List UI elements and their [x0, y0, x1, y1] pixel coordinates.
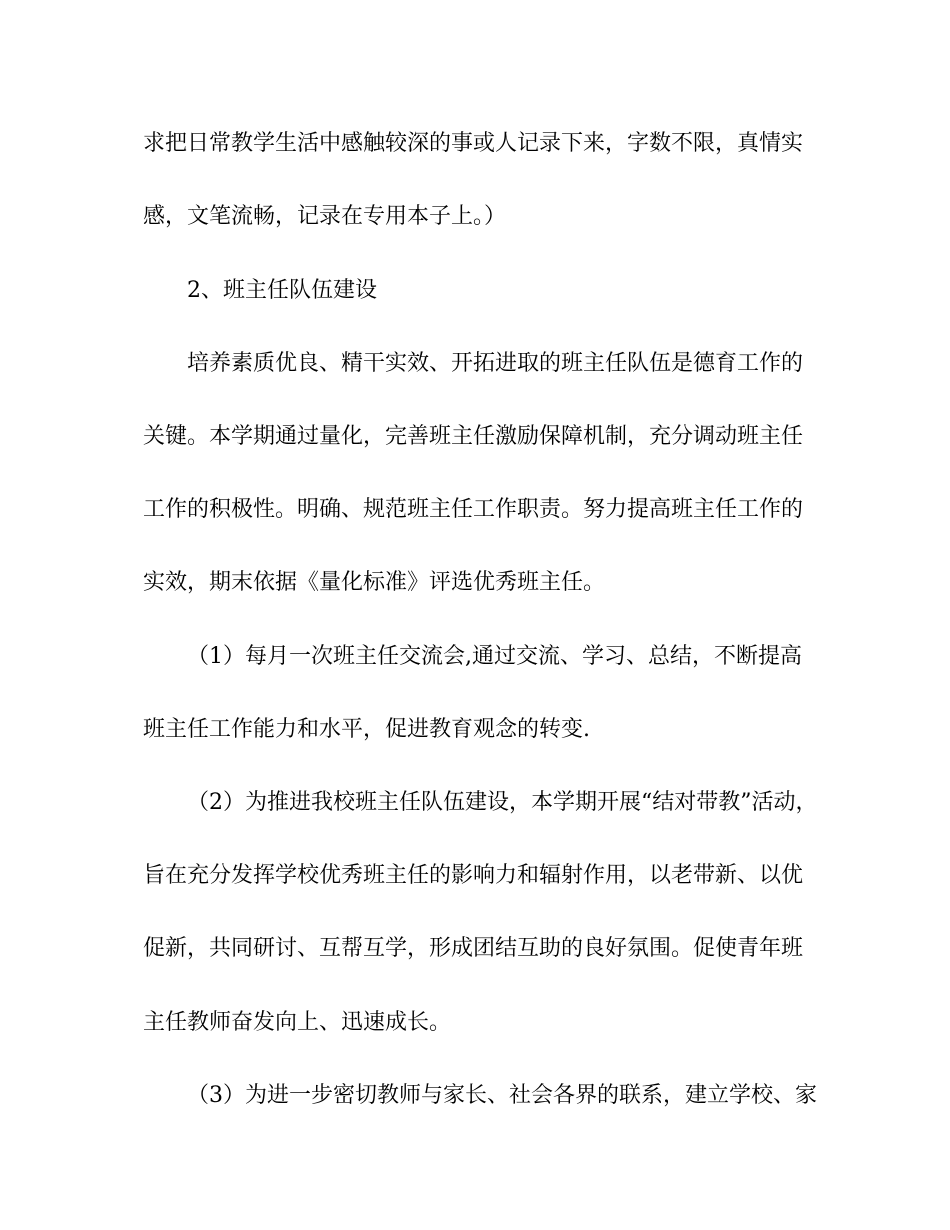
text-line-7: 实效，期末依据《量化标准》评选优秀班主任。 [143, 570, 606, 595]
text-line-1: 求把日常教学生活中感触较深的事或人记录下来，字数不限，真情实 [143, 131, 804, 156]
text-line-2: 感，文笔流畅，记录在专用本子上。） [143, 204, 507, 229]
text-line-14: （3）为进一步密切教师与家长、社会各界的联系，建立学校、家 [187, 1083, 817, 1108]
text-line-9: 班主任工作能力和水平，促进教育观念的转变. [143, 717, 590, 742]
text-line-5: 关键。本学期通过量化，完善班主任激励保障机制，充分调动班主任 [143, 424, 804, 449]
text-line-13: 主任教师奋发向上、迅速成长。 [143, 1010, 452, 1035]
text-line-10: （2）为推进我校班主任队伍建设，本学期开展“结对带教”活动， [187, 790, 818, 815]
text-line-12: 促新，共同研讨、互帮互学，形成团结互助的良好氛围。促使青年班 [143, 936, 804, 961]
section-heading: 2、班主任队伍建设 [187, 278, 377, 303]
text-line-6: 工作的积极性。明确、规范班主任工作职责。努力提高班主任工作的 [143, 497, 804, 522]
text-line-11: 旨在充分发挥学校优秀班主任的影响力和辐射作用，以老带新、以优 [143, 863, 804, 888]
text-line-8: （1）每月一次班主任交流会,通过交流、学习、总结，不断提高 [187, 644, 802, 669]
text-line-4: 培养素质优良、精干实效、开拓进取的班主任队伍是德育工作的 [187, 351, 804, 376]
